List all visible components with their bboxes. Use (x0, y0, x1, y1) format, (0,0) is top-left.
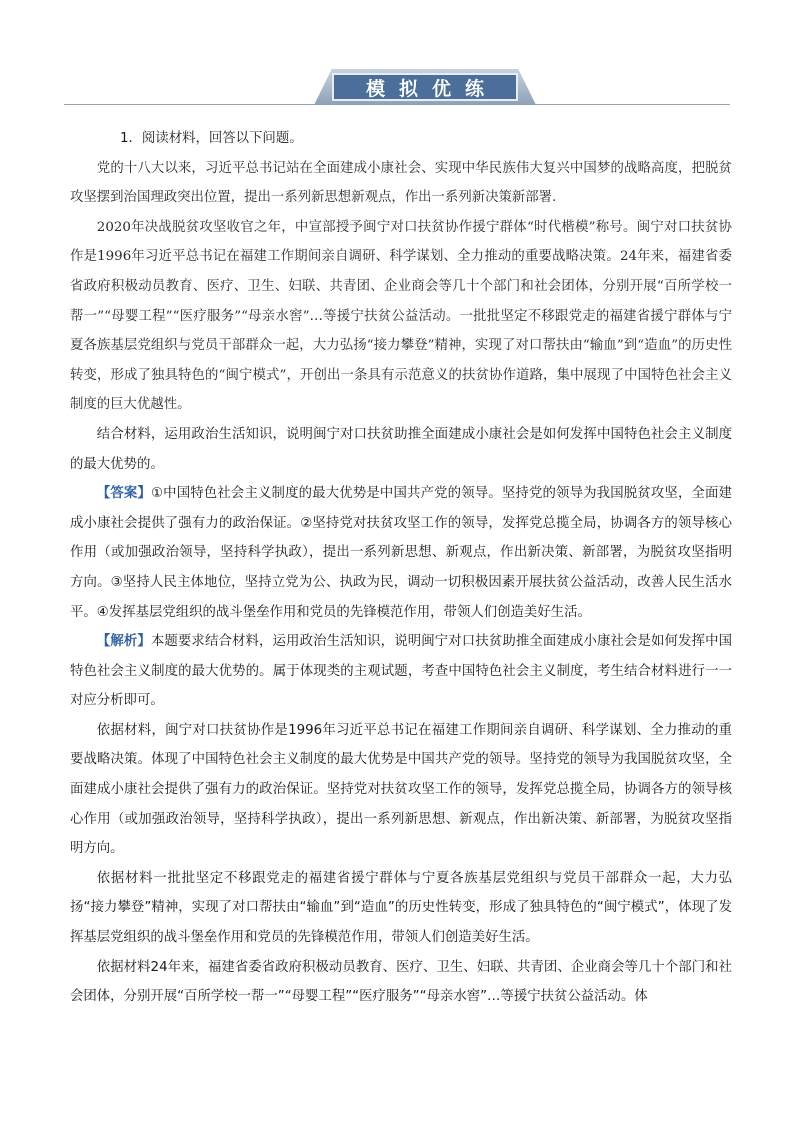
analysis-label: 【解析】 (96, 634, 151, 650)
analysis-intro (70, 627, 732, 716)
question-prompt: 结合材料，运用政治生活知识，说明闽宁对口扶贫助推全面建成小康社会是如何发挥中国特色社会主义制度的最大优势的。 (70, 426, 732, 472)
banner-title-box (332, 73, 518, 101)
analysis-paragraph-3: 依据材料24年来，福建省委省政府积极动员教育、医疗、卫生、妇联、共青团、企业商会等几十个部门和社会团体，分别开展“百所学校一帮一”“母婴工程”“医疗服务”“母亲水窖”…等援宁扶贫公益活动。体 (70, 959, 732, 1005)
document-body (70, 124, 732, 1012)
analysis-paragraph-2: 依据材料一批批坚定不移跟党走的福建省援宁群体与宁夏各族基层党组织与党员干部群众一起，大力弘扬“接力攀登”精神，实现了对口帮扶由“输血”到“造血”的历史性转变，形成了独具特色的“闽宁模式”，体现了发挥基层党组织的战斗堡垒作用和党员的先锋模范作用，带领人们创造美好生活。 (70, 870, 732, 946)
material-paragraph-1: 党的十八大以来，习近平总书记站在全面建成小康社会、实现中华民族伟大复兴中国梦的战略高度，把脱贫攻坚摆到治国理政突出位置，提出一系列新思想新观点，作出一系列新决策新部署. (70, 160, 732, 206)
answer-text: ①中国特色社会主义制度的最大优势是中国共产党的领导。坚持党的领导为我国脱贫攻坚，全面建成小康社会提供了强有力的政治保证。②坚持党对扶贫攻坚工作的领导，发挥党总揽全局，协调各方的领导核心作用（或加强政治领导，坚持科学执政），提出一系列新思想、新观点，作出新决策、新部署，为脱贫攻坚指明方向。③坚持人民主体地位，坚持立党为公、执政为民，调动一切积极因素开展扶贫公益活动，改善人民生活水平。④发挥基层党组织的战斗堡垒作用和党员的先锋模范作用，带领人们创造美好生活。 (70, 486, 732, 620)
question-number: 1．阅读材料，回答以下问题。 (120, 131, 303, 146)
answer-paragraph (70, 479, 732, 627)
material-paragraph-2: 2020年决战脱贫攻坚收官之年，中宣部授予闽宁对口扶贫协作援宁群体“时代楷模”称号。闽宁对口扶贫协作是1996年习近平总书记在福建工作期间亲自调研、科学谋划、全力推动的重要战略决策。24年来，福建省委省政府积极动员教育、医疗、卫生、妇联、共青团、企业商会等几十个部门和社会团体，分别开展“百所学校一帮一”“母婴工程”“医疗服务”“母亲水窖”…等援宁扶贫公益活动。一批批坚定不移跟党走的福建省援宁群体与宁夏各族基层党组织与党员干部群众一起，大力弘扬“接力攀登”精神，实现了对口帮扶由“输血”到“造血”的历史性转变，形成了独具特色的“闽宁模式”，开创出一条具有示范意义的扶贫协作道路，集中展现了中国特色社会主义制度的巨大优越性。 (70, 219, 732, 413)
analysis-intro-text: 本题要求结合材料，运用政治生活知识，说明闽宁对口扶贫助推全面建成小康社会是如何发挥中国特色社会主义制度的最大优势的。属于体现类的主观试题，考查中国特色社会主义制度，考生结合材料进行一一对应分析即可。 (70, 634, 733, 709)
answer-label: 【答案】 (96, 486, 151, 502)
banner-title: 模拟优练 (365, 77, 498, 100)
analysis-paragraph-1: 依据材料，闽宁对口扶贫协作是1996年习近平总书记在福建工作期间亲自调研、科学谋划、全力推动的重要战略决策。体现了中国特色社会主义制度的最大优势是中国共产党的领导。坚持党的领导为我国脱贫攻坚，全面建成小康社会提供了强有力的政治保证。坚持党对扶贫攻坚工作的领导，发挥党总揽全局，协调各方的领导核心作用（或加强政治领导，坚持科学执政），提出一系列新思想、新观点，作出新决策、新部署，为脱贫攻坚指明方向。 (70, 722, 732, 857)
section-banner (64, 67, 730, 107)
